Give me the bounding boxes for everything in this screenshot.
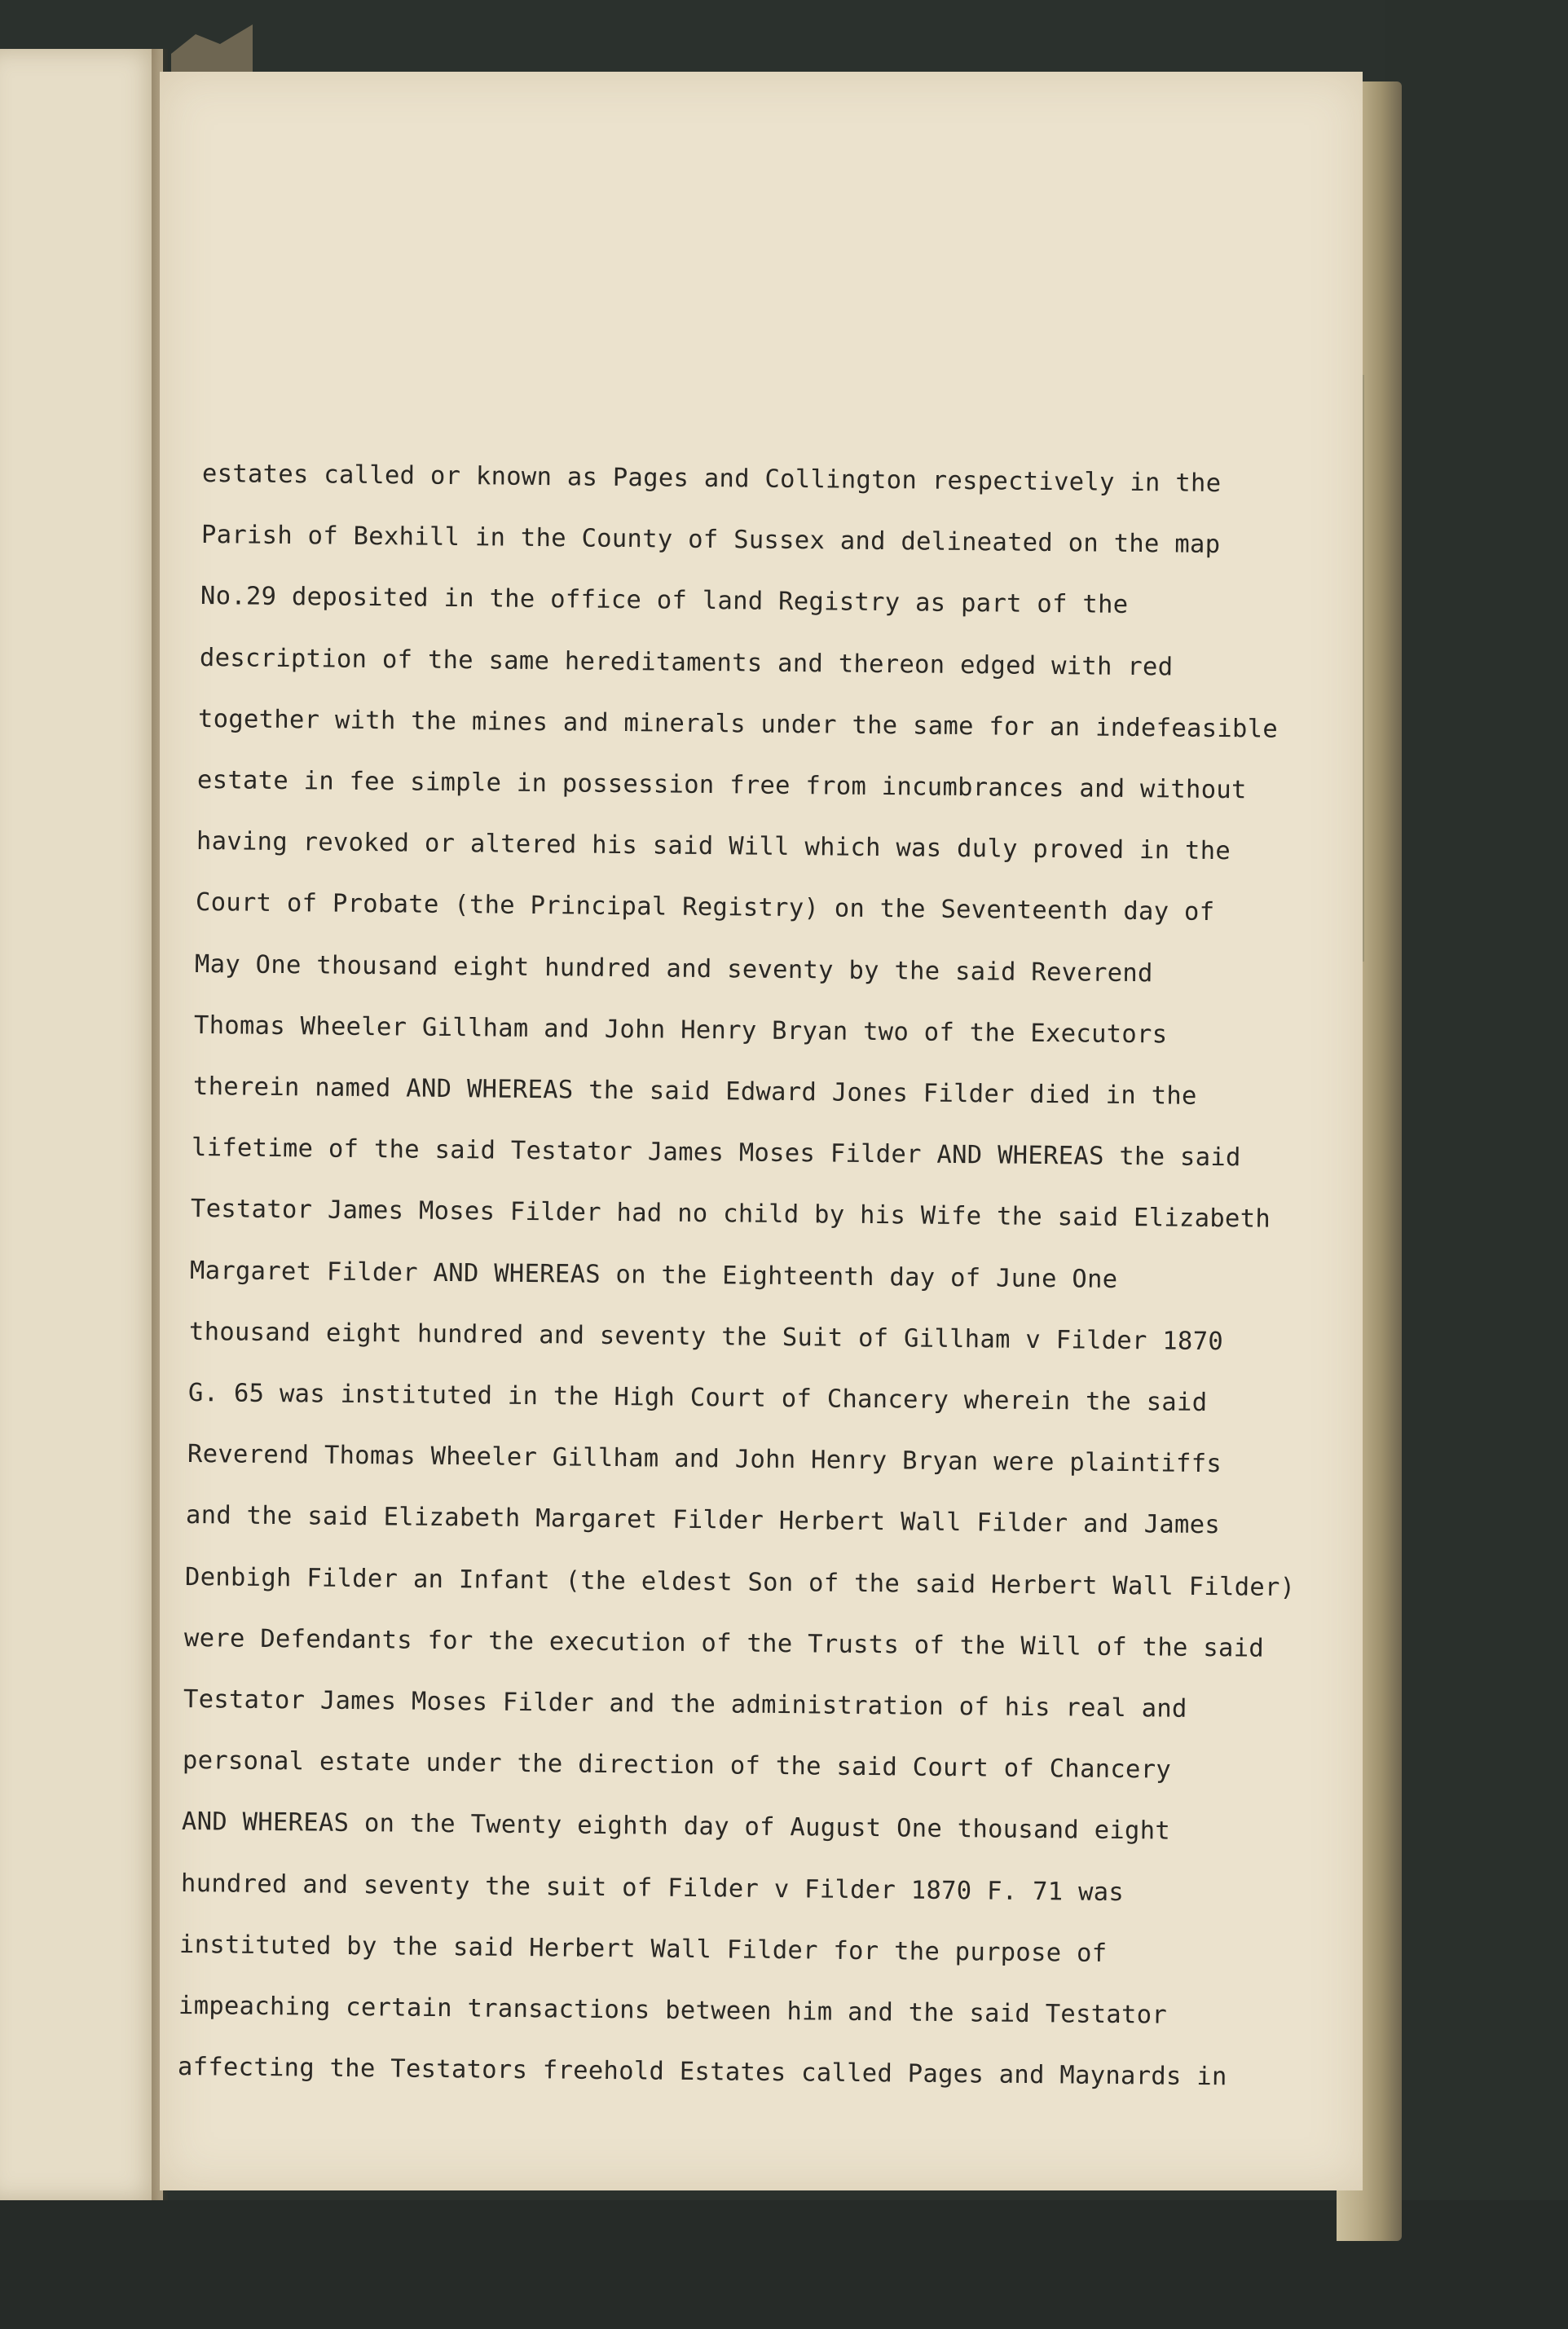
text-line: estate in fee simple in possession free from incumbrances and without — [197, 766, 1248, 805]
text-line: AND WHEREAS on the Twenty eighth day of August One thousand eight — [181, 1807, 1170, 1847]
text-line: impeaching certain transactions between him and the said Testator — [178, 1992, 1168, 2030]
text-line: affecting the Testators freehold Estates called Pages and Maynards in — [177, 2053, 1227, 2092]
text-line: Testator James Moses Filder and the administration of his real and — [183, 1685, 1187, 1724]
left-facing-page — [0, 49, 163, 2200]
book-cover-right — [1385, 0, 1568, 2329]
text-line: description of the same hereditaments and thereon edged with red — [199, 643, 1174, 682]
text-line: Court of Probate (the Principal Registry) on the Seventeenth day of — [195, 888, 1215, 927]
text-line: estates called or known as Pages and Collington respectively in the — [201, 460, 1222, 499]
text-line: Margaret Filder AND WHEREAS on the Eighteenth day of June One — [189, 1256, 1118, 1294]
main-page — [160, 72, 1363, 2190]
text-line: lifetime of the said Testator James Moses Filder AND WHEREAS the said — [192, 1134, 1242, 1173]
text-line: having revoked or altered his said Will which was duly proved in the — [196, 827, 1231, 866]
text-line: and the said Elizabeth Margaret Filder Herbert Wall Filder and James — [186, 1501, 1221, 1540]
text-line: hundred and seventy the suit of Filder v Filder 1870 F. 71 was — [180, 1869, 1124, 1907]
text-line: Parish of Bexhill in the County of Sussex and delineated on the map — [200, 521, 1221, 560]
main-page-text — [160, 72, 1363, 2190]
text-line: May One thousand eight hundred and seventy by the said Reverend — [194, 949, 1153, 988]
text-line: Testator James Moses Filder had no child by his Wife the said Elizabeth — [191, 1195, 1271, 1235]
page-tear — [171, 24, 253, 73]
text-line: Reverend Thomas Wheeler Gillham and John Henry Bryan were plaintiffs — [187, 1440, 1222, 1479]
text-line: G. 65 was instituted in the High Court of Chancery wherein the said — [187, 1379, 1208, 1418]
text-line: were Defendants for the execution of the Trusts of the Will of the said — [183, 1623, 1265, 1663]
text-line: Thomas Wheeler Gillham and John Henry Bryan two of the Executors — [193, 1010, 1168, 1050]
text-line: personal estate under the direction of the said Court of Chancery — [182, 1746, 1172, 1785]
book-cover-bottom — [0, 2200, 1568, 2329]
text-line: No.29 deposited in the office of land Registry as part of the — [200, 582, 1129, 620]
text-line: instituted by the said Herbert Wall Filder for the purpose of — [179, 1930, 1108, 1968]
text-line: together with the mines and minerals under the same for an indefeasible — [198, 704, 1279, 744]
text-line: Denbigh Filder an Infant (the eldest Son of the said Herbert Wall Filder) — [185, 1562, 1296, 1602]
text-line: therein named AND WHEREAS the said Edward Jones Filder died in the — [192, 1072, 1197, 1111]
text-line: thousand eight hundred and seventy the Suit of Gillham v Filder 1870 — [188, 1317, 1224, 1356]
